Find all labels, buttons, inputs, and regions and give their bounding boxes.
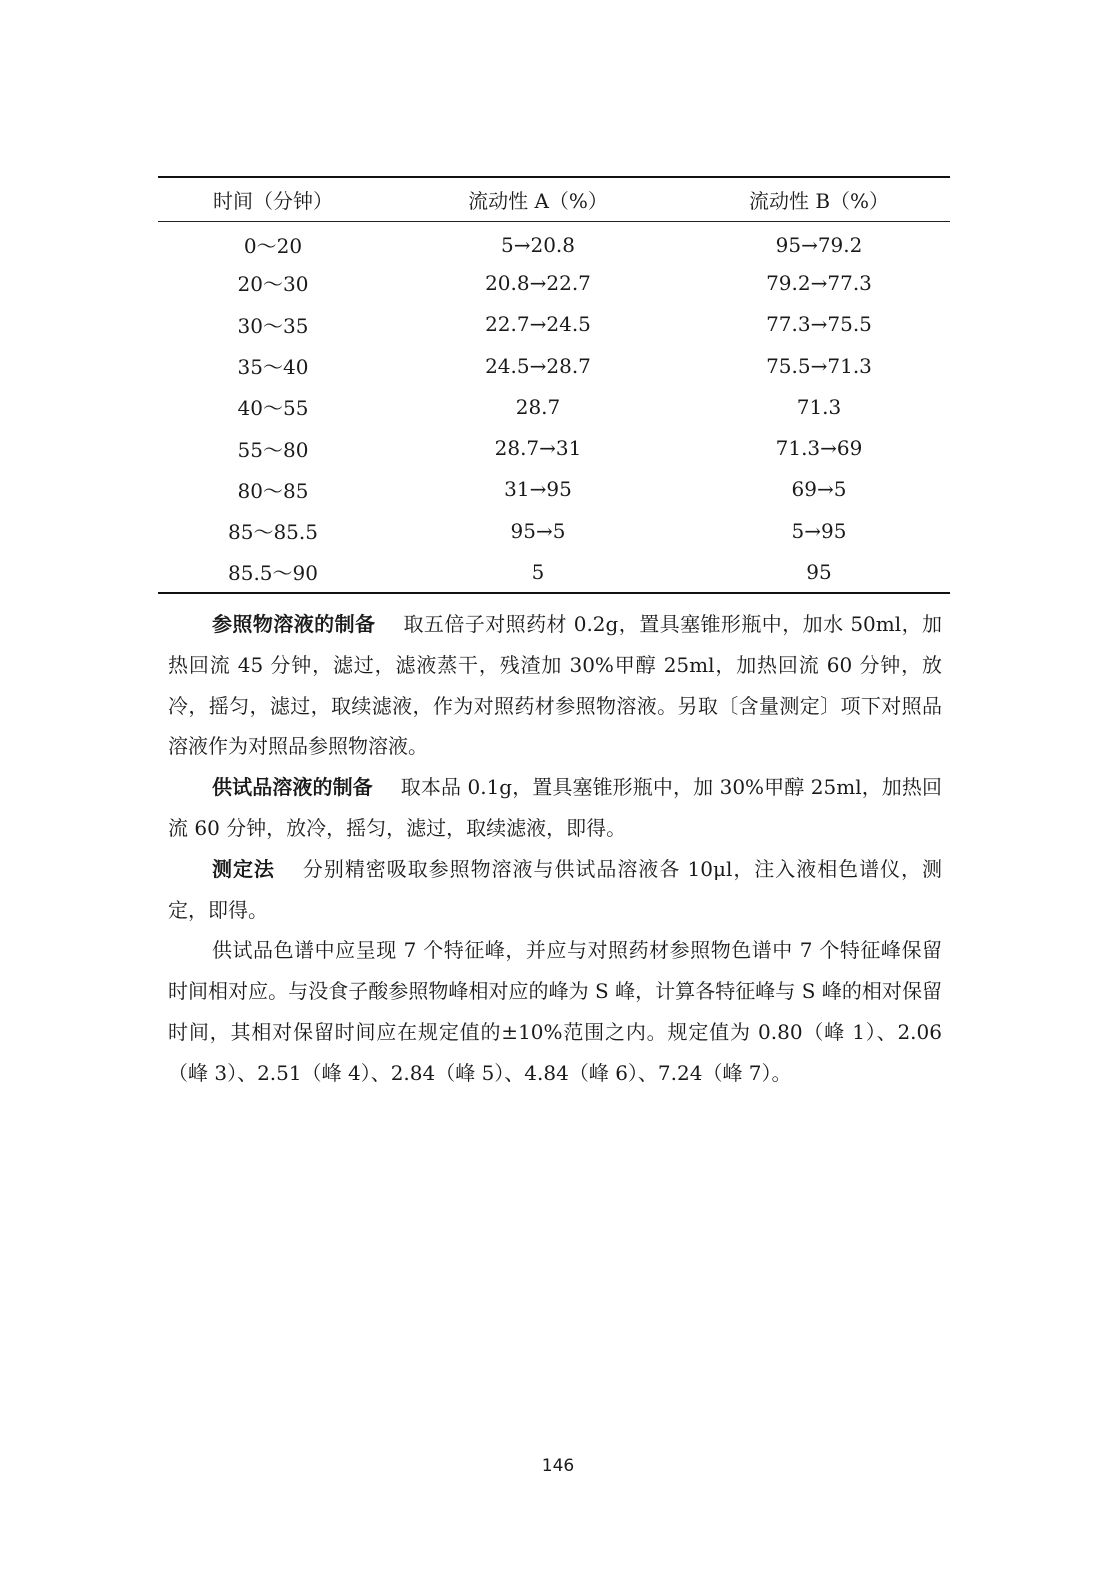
table-row [158,510,950,551]
table-row [158,345,950,386]
table-row [158,304,950,345]
paragraph-heading: 参照物溶液的制备 [212,612,376,636]
paragraph-text: 取本品 0.1g，置具塞锥形瓶中，加 30%甲醇 25ml，加热回流 60 分钟，放冷，摇匀，滤过，取续滤液，即得。 [168,775,942,840]
cell-time: 30～35 [237,313,309,338]
cell-time: 85.5～90 [228,561,318,586]
cell-phase-a: 95→5 [510,518,566,543]
paragraph-text: 取五倍子对照药材 0.2g，置具塞锥形瓶中，加水 50ml，加热回流 45 分钟，滤过，滤液蒸干，残渣加 30%甲醇 25ml，加热回流 60 分钟，放冷，摇匀，滤过，取续滤液，作为对照药材参照物溶液。另取〔含量测定〕项下对照品溶液作为对照品参照物溶液。 [168,612,942,759]
header-mobile-phase-a: 流动性 A（%） [388,177,688,221]
paragraph-method [168,849,942,931]
cell-phase-b: 69→5 [791,477,847,502]
paragraph-text: 分别精密吸取参照物溶液与供试品溶液各 10μl，注入液相色谱仪，测定，即得。 [168,856,943,922]
paragraph-text: 供试品色谱中应呈现 7 个特征峰，并应与对照药材参照物色谱中 7 个特征峰保留时间相对应。与没食子酸参照物峰相对应的峰为 S 峰，计算各特征峰与 S 峰的相对保留时间，其相对保留时间应在规定值的±10%范围之内。规定值为 0.80（峰 1）、2.06（峰 3）、2.51（峰 4）、2.84（峰 5）、4.84（峰 6）、7.24（峰 7）。 [168,938,942,1085]
cell-phase-b: 77.3→75.5 [766,312,872,337]
table-row [158,221,950,262]
table-row [158,262,950,303]
cell-phase-a: 28.7→31 [494,436,582,461]
header-time: 时间（分钟） [158,177,388,221]
cell-phase-a: 22.7→24.5 [485,312,591,337]
cell-time: 40～55 [237,396,309,421]
header-mobile-phase-b: 流动性 B（%） [688,177,950,221]
cell-time: 85～85.5 [228,520,318,545]
paragraph-reference-solution [168,604,942,767]
cell-phase-a: 28.7 [515,394,561,419]
cell-time: 0～20 [243,234,303,259]
cell-phase-b: 75.5→71.3 [766,353,872,378]
paragraph-test-solution [168,767,942,849]
body-text [168,604,942,1094]
cell-phase-a: 5 [531,559,545,584]
gradient-table [158,176,950,594]
paragraph-heading: 供试品溶液的制备 [212,775,373,800]
cell-phase-b: 95 [806,559,832,584]
cell-phase-b: 79.2→77.3 [766,270,872,295]
table-row [158,386,950,427]
cell-phase-a: 20.8→22.7 [485,270,591,295]
table-row [158,427,950,468]
cell-time: 80～85 [237,478,309,503]
paragraph-heading: 测定法 [212,856,275,881]
page-number: 146 [541,1456,575,1476]
table-row [158,469,950,510]
cell-time: 20～30 [237,272,309,297]
cell-phase-b: 5→95 [791,518,847,543]
paragraph-criteria [168,930,942,1093]
cell-phase-b: 71.3 [796,394,842,419]
cell-phase-b: 95→79.2 [775,232,863,257]
table-header-row [158,177,950,221]
cell-phase-b: 71.3→69 [775,436,863,461]
cell-phase-a: 24.5→28.7 [485,353,591,378]
cell-phase-a: 31→95 [504,477,572,502]
cell-phase-a: 5→20.8 [500,232,575,257]
table-row [158,551,950,592]
cell-time: 55～80 [237,437,309,462]
cell-time: 35～40 [237,355,309,380]
